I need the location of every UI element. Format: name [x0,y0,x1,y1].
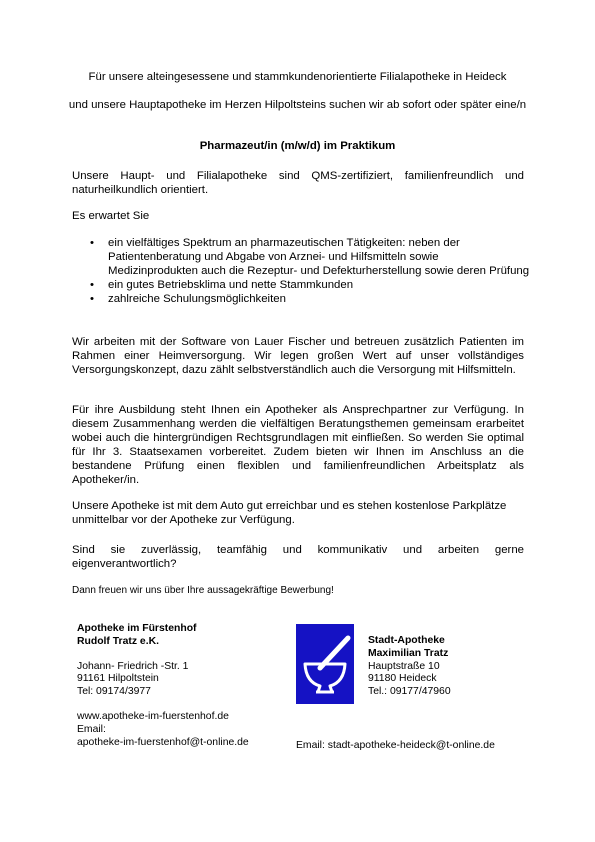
left-city: 91161 Hilpoltstein [77,673,159,685]
expect-heading: Es erwartet Sie [72,210,150,222]
left-phone: Tel: 09174/3977 [77,686,151,698]
right-phone: Tel.: 09177/47960 [368,686,451,698]
bullet-icon: • [90,293,94,305]
intro-line-2: und unsere Hauptapotheke im Herzen Hilpoltsteins suchen wir ab sofort oder später eine/n [68,99,527,111]
left-street: Johann- Friedrich -Str. 1 [77,660,189,672]
list-item: • ein gutes Betriebsklima und nette Stammkunden [90,279,354,291]
right-street: Hauptstraße 10 [368,660,440,672]
closing-line: Dann freuen wir uns über Ihre aussagekräftige Bewerbung! [72,585,334,596]
job-title: Pharmazeut/in (m/w/d) im Praktikum [199,140,396,152]
paragraph-training: Für ihre Ausbildung steht Ihnen ein Apotheker als Ansprechpartner zur Verfügung. In diesem Zusammenhang werden die vielfältigen Beratungsthemen gemeinsam erarbeitet wobei auch die hintergründigen Rechtsgrundlagen mit einfließen. So werden Sie optimal für Ihr 3. Staatsexamen vorbereitet. Zudem bieten wir Ihnen im Anschluss an die bestandene Prüfung einen flexiblen und familienfreundlichen Arbeitsplatz als Apotheker/in. [72,404,524,486]
list-item: • zahlreiche Schulungsmöglichkeiten [90,293,286,305]
left-email-link[interactable]: apotheke-im-fuerstenhof@t-online.de [77,736,249,748]
bullet-icon: • [90,279,94,291]
left-website-link[interactable]: www.apotheke-im-fuerstenhof.de [77,710,229,722]
paragraph-parking: Unsere Apotheke ist mit dem Auto gut erreichbar und es stehen kostenlose Parkplätze unmittelbar vor der Apotheke zur Verfügung. [72,500,507,526]
left-pharmacy-name: Apotheke im Fürstenhof [77,623,197,634]
intro-line-1: Für unsere alteingesessene und stammkundenorientierte Filialapotheke in Heideck [88,71,507,83]
mortar-and-pestle-icon [296,624,354,704]
bullet-icon: • [90,237,94,249]
pharmacy-logo [296,624,354,704]
paragraph-question: Sind sie zuverlässig, teamfähig und kommunikativ und arbeiten gerne eigenverantwortlich? [72,544,524,570]
right-city: 91180 Heideck [368,673,437,685]
list-item: • ein vielfältiges Spektrum an pharmazeutischen Tätigkeiten: neben der Patientenberatung und Abgabe von Arznei- und Hilfsmitteln sowie Medizinprodukten auch die Rezeptur- und Defekturherstellung sowie deren Prüfung [90,237,530,277]
right-email-link[interactable]: Email: stadt-apotheke-heideck@t-online.de [296,740,495,751]
right-owner-name: Maximilian Tratz [368,647,449,659]
right-contact-block [368,635,568,699]
left-email-label: Email: [77,723,106,735]
left-owner-name: Rudolf Tratz e.K. [77,635,159,647]
right-pharmacy-name: Stadt-Apotheke [368,635,445,646]
benefits-list [90,236,530,306]
left-contact-block [77,623,287,749]
paragraph-qms: Unsere Haupt- und Filialapotheke sind QMS-zertifiziert, familienfreundlich und naturheilkundlich orientiert. [72,170,524,196]
paragraph-software: Wir arbeiten mit der Software von Lauer Fischer und betreuen zusätzlich Patienten im Rahmen einer Heimversorgung. Wir legen großen Wert auf unser vollständiges Versorgungskonzept, dazu zählt selbstverständlich auch die Versorgung mit Hilfsmitteln. [72,336,524,376]
